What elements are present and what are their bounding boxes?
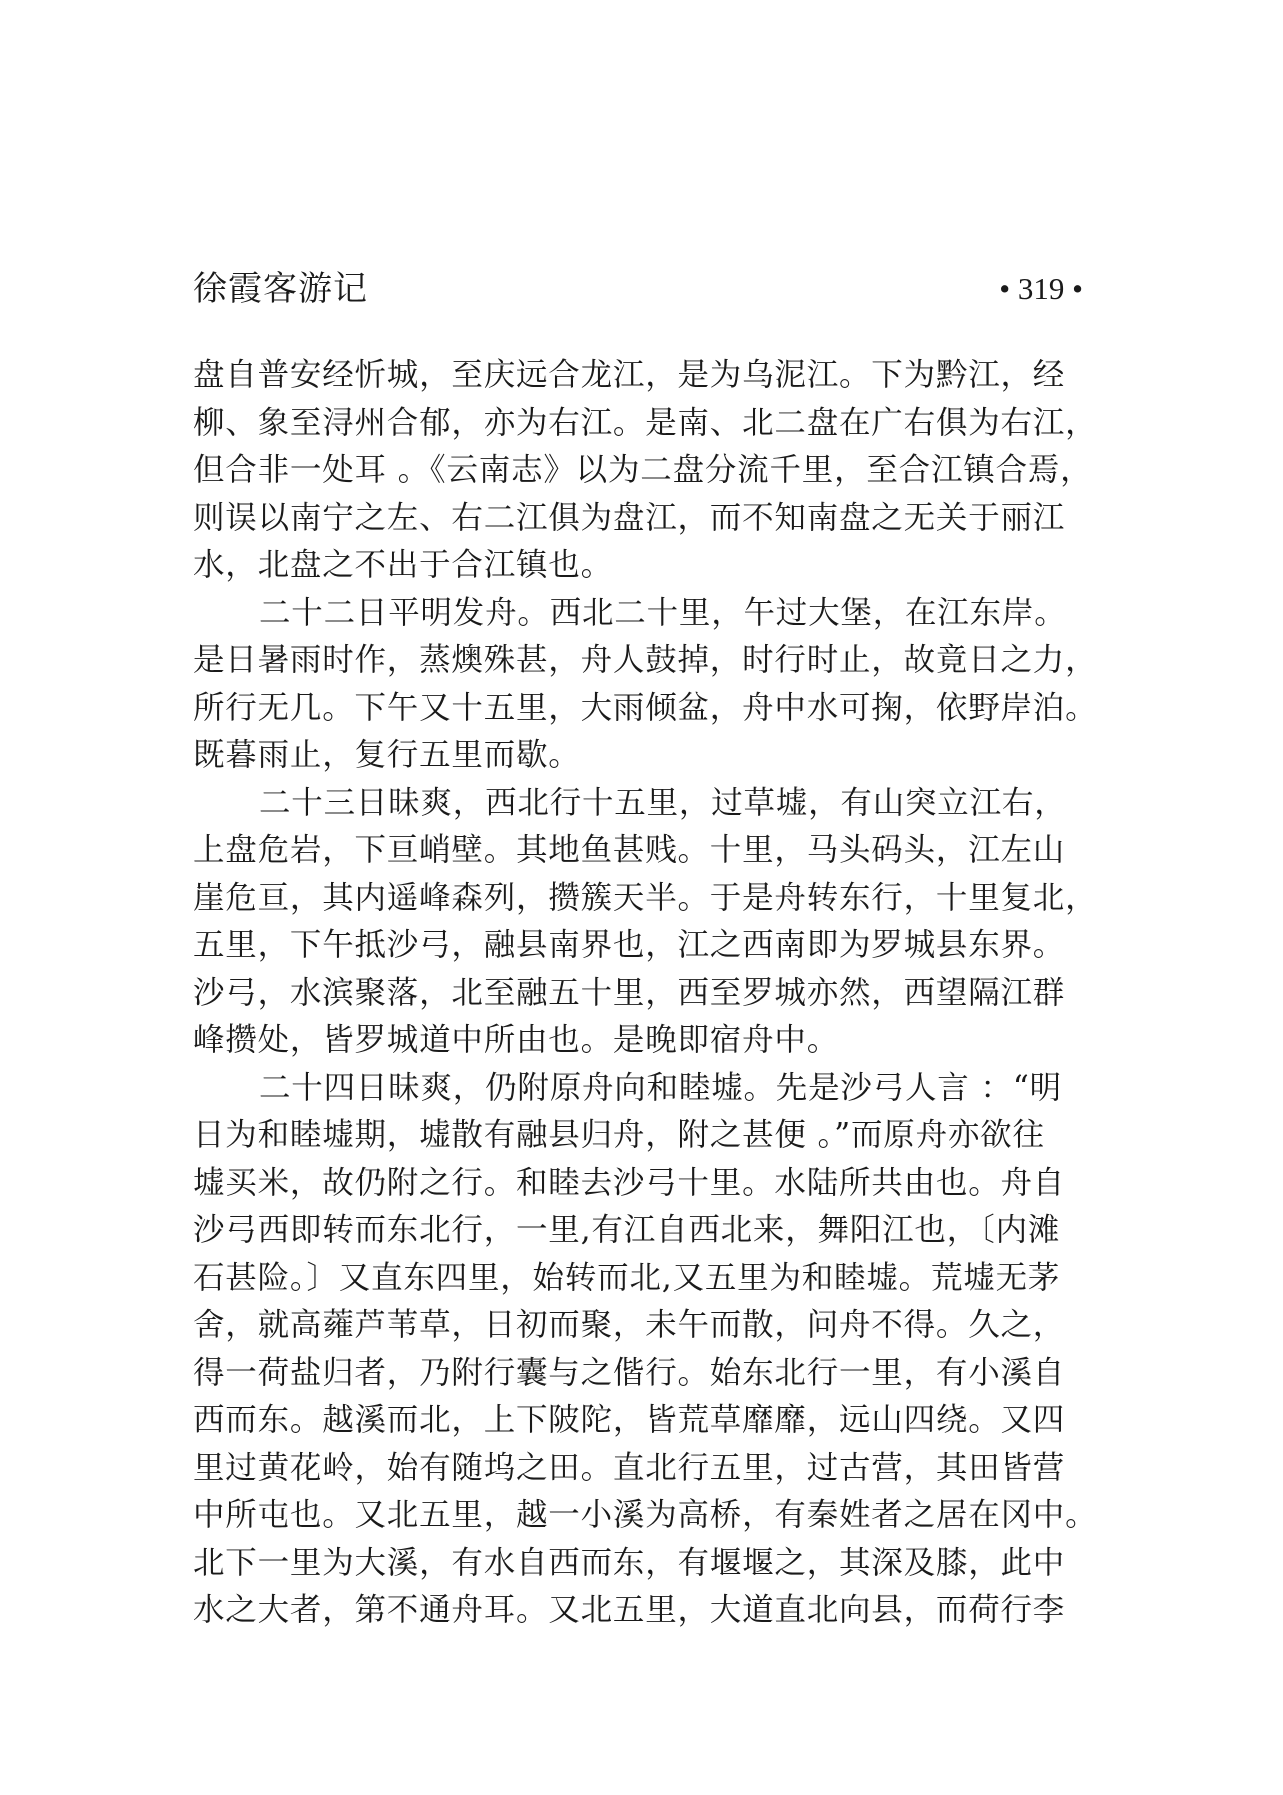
page-number: • 319 •: [999, 271, 1083, 306]
text-line: 是日暑雨时作，蒸燠殊甚，舟人鼓掉，时行时止，故竟日之力，: [193, 642, 1098, 678]
paragraph-start-line: 二十四日昧爽，仍附原舟向和睦墟。先是沙弓人言 ：“明: [259, 1069, 1062, 1106]
text-line: 但合非一处耳 。《云南志》以为二盘分流千里，至合江镇合焉，: [193, 452, 1093, 488]
text-line: 得一荷盐归者，乃附行囊与之偕行。始东北行一里，有小溪自: [193, 1354, 1066, 1391]
text-line: 崖危亘，其内遥峰森列，攒簇天半。于是舟转东行，十里复北，: [193, 879, 1098, 916]
text-line: 沙弓，水滨聚落，北至融五十里，西至罗城亦然，西望隔江群: [193, 974, 1066, 1011]
text-line: 石甚险。〕又直东四里，始转而北,又五里为和睦墟。荒墟无茅: [193, 1259, 1061, 1296]
text-line: 西而东。越溪而北，上下陂陀，皆荒草靡靡，远山四绕。又四: [193, 1402, 1066, 1438]
text-line: 柳、象至浔州合郁，亦为右江。是南、北二盘在广右俱为右江，: [193, 404, 1098, 441]
text-line: 舍，就高蕹芦苇草，日初而聚，未午而散，问舟不得。久之，: [193, 1307, 1066, 1343]
text-line: 水之大者，第不通舟耳。又北五里，大道直北向县，而荷行李: [193, 1592, 1066, 1628]
paragraph-start-line: 二十三日昧爽，西北行十五里，过草墟，有山突立江右，: [259, 784, 1067, 821]
text-line: 日为和睦墟期，墟散有融县归舟，附之甚便 。”而原舟亦欲往: [193, 1117, 1045, 1153]
text-line: 水，北盘之不出于合江镇也。: [193, 547, 613, 583]
text-line: 中所屯也。又北五里，越一小溪为高桥，有秦姓者之居在冈中。: [193, 1497, 1098, 1533]
text-line: 则误以南宁之左、右二江俱为盘江，而不知南盘之无关于丽江: [193, 499, 1066, 536]
text-line: 五里，下午抵沙弓，融县南界也，江之西南即为罗城县东界。: [193, 927, 1066, 963]
text-line: 上盘危岩，下亘峭壁。其地鱼甚贱。十里，马头码头，江左山: [193, 832, 1066, 868]
text-line: 峰攒处，皆罗城道中所由也。是晚即宿舟中。: [193, 1022, 840, 1058]
text-line: 既暮雨止，复行五里而歇。: [193, 737, 581, 773]
book-title: 徐霞客游记: [193, 269, 368, 309]
text-line: 所行无几。下午又十五里，大雨倾盆，舟中水可掬，依野岸泊。: [193, 689, 1098, 726]
text-line: 沙弓西即转而东北行，一里,有江自西北来，舞阳江也，〔内滩: [193, 1212, 1061, 1248]
page-header: [193, 264, 1083, 314]
body-text: [193, 352, 1098, 1635]
text-line: 里过黄花岭，始有随坞之田。直北行五里，过古营，其田皆营: [193, 1449, 1066, 1486]
paragraph-start-line: 二十二日平明发舟。西北二十里，午过大堡，在江东岸。: [259, 594, 1067, 631]
text-line: 北下一里为大溪，有水自西而东，有堰堰之，其深及膝，此中: [193, 1544, 1066, 1581]
text-line: 盘自普安经忻城，至庆远合龙江，是为乌泥江。下为黔江，经: [193, 357, 1066, 393]
text-line: 墟买米，故仍附之行。和睦去沙弓十里。水陆所共由也。舟自: [193, 1164, 1066, 1201]
